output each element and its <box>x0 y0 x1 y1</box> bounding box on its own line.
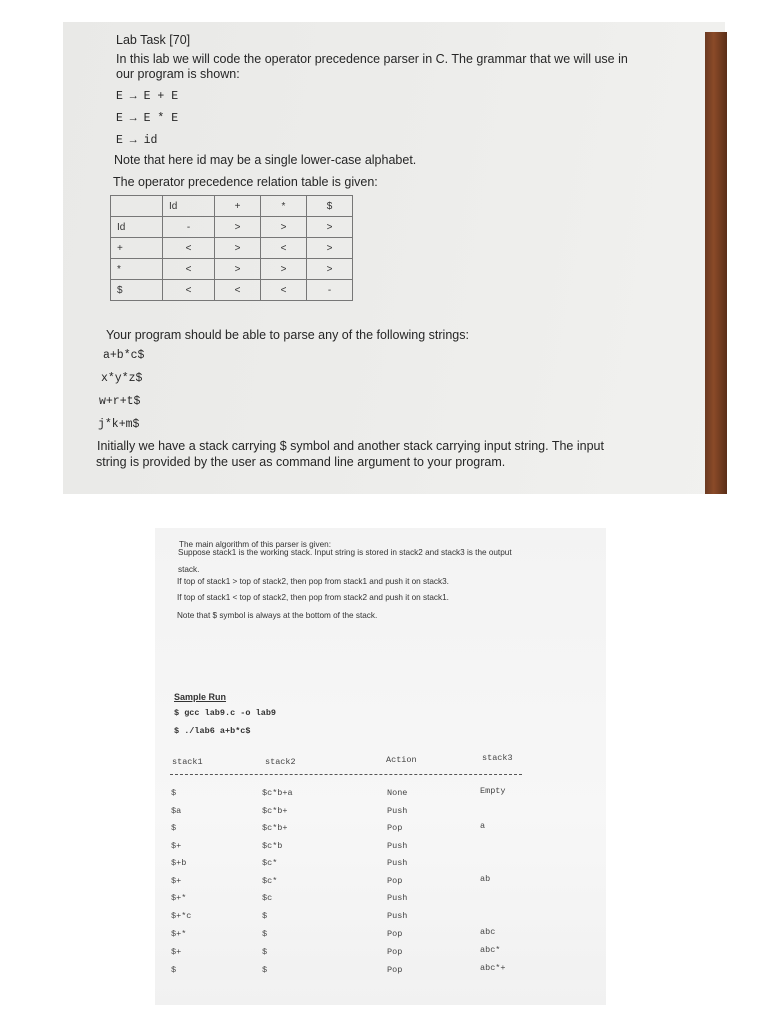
table-cell: < <box>163 259 215 280</box>
precedence-table <box>110 195 353 301</box>
table-cell: > <box>215 259 261 280</box>
col-header-stack2: stack2 <box>265 757 296 767</box>
table-cell: < <box>163 280 215 301</box>
sample-row-9-cell-4: abc <box>480 927 496 937</box>
sample-row-11-cell-2: $ <box>262 965 268 975</box>
binder-edge <box>705 32 727 494</box>
col-header-stack1: stack1 <box>172 757 203 767</box>
table-cell: Id <box>163 196 215 217</box>
sample-row-1-cell-4: Empty <box>480 786 506 796</box>
table-cell: > <box>261 217 307 238</box>
table-cell: + <box>215 196 261 217</box>
sample-row-11-cell-4: abc*+ <box>480 963 506 973</box>
table-cell: > <box>307 217 353 238</box>
table-cell: > <box>307 238 353 259</box>
sample-row-7-cell-1: $+* <box>171 893 187 903</box>
sample-row-5-cell-1: $+b <box>171 858 187 868</box>
table-caption: The operator precedence relation table is given: <box>113 175 378 189</box>
precedence-header-row <box>111 196 353 217</box>
sample-row-8-cell-3: Push <box>387 911 408 921</box>
sample-row-1-cell-2: $c*b+a <box>262 788 293 798</box>
sample-row-4-cell-2: $c*b <box>262 841 283 851</box>
sample-row-3-cell-1: $ <box>171 823 177 833</box>
precedence-row <box>111 217 353 238</box>
table-cell: $ <box>307 196 353 217</box>
example-string-3: w+r+t$ <box>99 395 141 408</box>
sample-row-10-cell-2: $ <box>262 947 268 957</box>
grammar-rule-1: E → E + E <box>116 90 179 103</box>
grammar-rule-2: E → E * E <box>116 112 179 125</box>
algo-line-1: Suppose stack1 is the working stack. Input string is stored in stack2 and stack3 is the output <box>178 548 512 557</box>
algo-line-3: If top of stack1 > top of stack2, then pop from stack1 and push it on stack3. <box>177 577 449 586</box>
sample-row-5-cell-3: Push <box>387 858 408 868</box>
sample-row-9-cell-3: Pop <box>387 929 403 939</box>
table-cell: $ <box>111 280 163 301</box>
sample-row-2-cell-2: $c*b+ <box>262 806 288 816</box>
lab-task-title: Lab Task [70] <box>116 33 191 47</box>
command-line-2: $ ./lab6 a+b*c$ <box>174 726 251 736</box>
example-string-1: a+b*c$ <box>103 349 145 362</box>
sample-row-10-cell-3: Pop <box>387 947 403 957</box>
sample-row-4-cell-3: Push <box>387 841 408 851</box>
table-cell: * <box>111 259 163 280</box>
example-string-2: x*y*z$ <box>101 372 143 385</box>
algo-line-2: stack. <box>178 565 200 574</box>
table-cell: < <box>163 238 215 259</box>
note-line: Note that here id may be a single lower-case alphabet. <box>114 153 417 167</box>
sample-row-6-cell-2: $c* <box>262 876 278 886</box>
sample-row-1-cell-3: None <box>387 788 408 798</box>
table-cell: < <box>215 280 261 301</box>
initially-line-1: Initially we have a stack carrying $ symbol and another stack carrying input string. The input <box>97 439 604 453</box>
sample-row-11-cell-3: Pop <box>387 965 403 975</box>
sample-row-6-cell-3: Pop <box>387 876 403 886</box>
col-header-action: Action <box>386 755 417 765</box>
sample-row-2-cell-1: $a <box>171 806 182 816</box>
sample-run-title: Sample Run <box>174 692 227 702</box>
table-cell: > <box>215 238 261 259</box>
table-cell: + <box>111 238 163 259</box>
intro-line-2: our program is shown: <box>116 67 240 81</box>
table-cell: Id <box>111 217 163 238</box>
precedence-row <box>111 259 353 280</box>
sample-row-10-cell-1: $+ <box>171 947 182 957</box>
sample-row-6-cell-1: $+ <box>171 876 182 886</box>
grammar-rule-3: E → id <box>116 134 158 147</box>
table-cell: > <box>215 217 261 238</box>
sample-row-11-cell-1: $ <box>171 965 177 975</box>
col-header-stack3: stack3 <box>482 753 513 763</box>
example-string-4: j*k+m$ <box>98 418 140 431</box>
table-divider <box>170 774 522 775</box>
table-cell <box>111 196 163 217</box>
sample-row-9-cell-2: $ <box>262 929 268 939</box>
table-cell: > <box>261 259 307 280</box>
sample-row-10-cell-4: abc* <box>480 945 501 955</box>
sample-row-3-cell-2: $c*b+ <box>262 823 288 833</box>
table-cell: < <box>261 280 307 301</box>
algo-title: The main algorithm of this parser is given: <box>179 540 331 549</box>
sample-row-8-cell-1: $+*c <box>171 911 192 921</box>
sample-row-7-cell-3: Push <box>387 893 408 903</box>
table-cell: * <box>261 196 307 217</box>
sample-row-3-cell-3: Pop <box>387 823 403 833</box>
command-line-1: $ gcc lab9.c -o lab9 <box>174 708 277 718</box>
algo-line-4: If top of stack1 < top of stack2, then pop from stack2 and push it on stack1. <box>177 593 449 602</box>
initially-line-2: string is provided by the user as command line argument to your program. <box>96 455 506 469</box>
sample-row-6-cell-4: ab <box>480 874 491 884</box>
sample-row-2-cell-3: Push <box>387 806 408 816</box>
sample-row-5-cell-2: $c* <box>262 858 278 868</box>
sample-row-1-cell-1: $ <box>171 788 177 798</box>
table-cell: - <box>307 280 353 301</box>
precedence-row <box>111 280 353 301</box>
algo-line-5: Note that $ symbol is always at the bottom of the stack. <box>177 611 378 620</box>
sample-row-4-cell-1: $+ <box>171 841 182 851</box>
sample-row-9-cell-1: $+* <box>171 929 187 939</box>
sample-row-7-cell-2: $c <box>262 893 273 903</box>
precedence-row <box>111 238 353 259</box>
table-cell: < <box>261 238 307 259</box>
sample-row-3-cell-4: a <box>480 821 486 831</box>
sample-row-8-cell-2: $ <box>262 911 268 921</box>
parse-intro: Your program should be able to parse any of the following strings: <box>106 328 469 342</box>
table-cell: - <box>163 217 215 238</box>
intro-line-1: In this lab we will code the operator precedence parser in C. The grammar that we will use in <box>116 52 628 66</box>
table-cell: > <box>307 259 353 280</box>
